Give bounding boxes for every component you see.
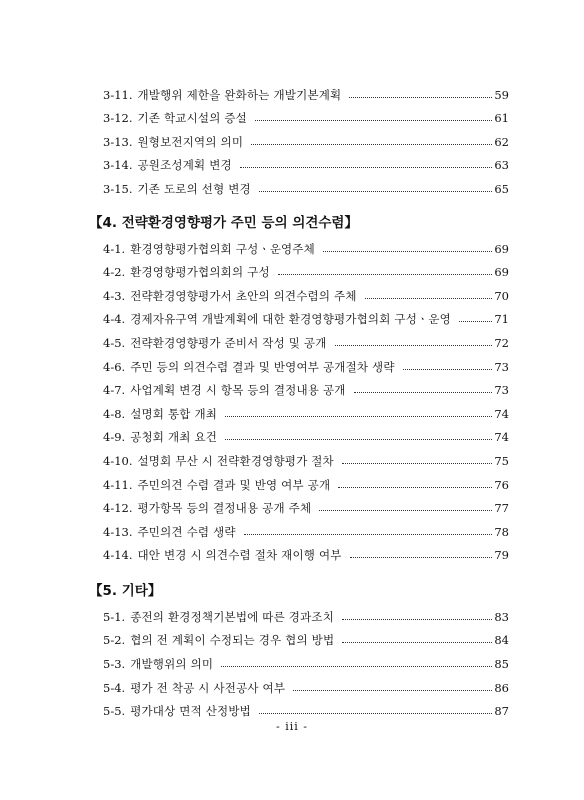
entry-page-number: 77 [494,501,509,516]
toc-entry[interactable] [103,421,509,445]
dot-leader [342,618,492,620]
toc-entry[interactable] [103,671,509,695]
entry-page-number: 87 [494,704,509,719]
entry-page-number: 65 [494,181,509,196]
entry-number: 3-13. [103,134,133,149]
entry-title: 기존 학교시설의 증설 [137,111,247,126]
entry-page-number: 73 [494,383,509,398]
entry-page-number: 69 [494,241,509,256]
toc-entry[interactable] [103,397,509,421]
entry-number: 4-6. [103,359,126,374]
entry-number: 3-15. [103,181,133,196]
entry-page-number: 72 [494,335,509,350]
dot-leader [255,119,492,121]
toc-entry[interactable] [103,492,509,516]
table-of-contents [89,78,509,719]
entry-number: 4-2. [103,265,126,280]
toc-entry[interactable] [103,539,509,563]
entry-number: 4-14. [103,548,133,563]
entry-title: 공청회 개최 요건 [130,430,218,445]
entry-title: 전략환경영향평가 준비서 작성 및 공개 [130,335,327,350]
entry-number: 3-11. [103,87,133,102]
entry-number: 4-10. [103,453,133,468]
section-heading-text: 4. 전략환경영향평가 주민 등의 의견수렴 [102,214,345,231]
entry-number: 4-3. [103,288,126,303]
entry-title: 경제자유구역 개발계획에 대한 환경영향평가협의회 구성ㆍ운영 [130,312,451,327]
entry-page-number: 69 [494,265,509,280]
toc-entry[interactable] [103,326,509,350]
entry-number: 4-8. [103,406,126,421]
entry-page-number: 59 [494,87,509,102]
toc-entry[interactable] [103,468,509,492]
entry-title: 환경영향평가협의회 구성ㆍ운영주체 [130,241,315,256]
entry-title: 설명회 무산 시 전략환경영향평가 절차 [137,453,334,468]
entry-page-number: 85 [494,657,509,672]
entry-page-number: 63 [494,158,509,173]
heading-close-bracket: 】 [147,583,162,600]
entry-number: 5-3. [103,657,126,672]
dot-leader [221,665,492,667]
dot-leader [259,712,492,714]
dot-leader [278,273,493,275]
entry-title: 평가대상 면적 산정방법 [130,704,251,719]
section-heading [89,204,509,232]
entry-page-number: 76 [494,477,509,492]
toc-entry[interactable] [103,279,509,303]
dot-leader [335,344,493,346]
entry-number: 4-5. [103,335,126,350]
entry-title: 환경영향평가협의회의 구성 [130,265,270,280]
toc-entry[interactable] [103,232,509,256]
entry-title: 주민의견 수렴 결과 및 반영 여부 공개 [137,477,331,492]
entry-title: 개발행위 제한을 완화하는 개발기본계획 [137,87,342,102]
dot-leader [349,96,492,98]
entry-title: 평가항목 등의 결정내용 공개 주체 [137,501,312,516]
entry-page-number: 75 [494,453,509,468]
entry-number: 5-5. [103,704,126,719]
entry-title: 전략환경영향평가서 초안의 의견수렴의 주체 [130,288,357,303]
dot-leader [319,509,492,511]
toc-entry[interactable] [103,172,509,196]
dot-leader [225,438,492,440]
dot-leader [323,250,492,252]
entry-title: 평가 전 착공 시 사전공사 여부 [130,680,286,695]
dot-leader [293,689,492,691]
entry-number: 4-12. [103,501,133,516]
toc-entry[interactable] [103,444,509,468]
dot-leader [244,533,493,535]
heading-open-bracket: 【 [89,214,103,231]
entry-title: 종전의 환경정책기본법에 따른 경과조치 [130,609,335,624]
toc-entry[interactable] [103,374,509,398]
entry-title: 협의 전 계획이 수정되는 경우 협의 방법 [130,633,335,648]
dot-leader [225,415,492,417]
toc-entry[interactable] [103,600,509,624]
toc-entry[interactable] [103,125,509,149]
entry-number: 3-12. [103,111,133,126]
dot-leader [342,641,492,643]
entry-page-number: 78 [494,524,509,539]
entry-title: 사업계획 변경 시 항목 등의 결정내용 공개 [130,383,346,398]
entry-title: 개발행위의 의미 [130,657,214,672]
toc-entry[interactable] [103,78,509,102]
entry-page-number: 84 [494,633,509,648]
toc-entry[interactable] [103,303,509,327]
toc-entry[interactable] [103,256,509,280]
dot-leader [338,486,492,488]
entry-number: 4-13. [103,524,133,539]
entry-number: 4-1. [103,241,126,256]
entry-title: 주민의견 수렴 생략 [137,524,236,539]
toc-entry[interactable] [103,647,509,671]
section-heading-text: 5. 기타 [102,583,148,600]
toc-entry[interactable] [103,350,509,374]
entry-page-number: 83 [494,609,509,624]
dot-leader [403,368,493,370]
entry-title: 공원조성계획 변경 [137,158,232,173]
toc-entry[interactable] [103,149,509,173]
entry-number: 5-1. [103,609,126,624]
entry-page-number: 74 [494,406,509,421]
entry-number: 4-7. [103,383,126,398]
section-heading [89,572,509,600]
dot-leader [365,297,493,299]
entry-page-number: 74 [494,430,509,445]
toc-entry[interactable] [103,515,509,539]
entry-title: 기존 도로의 선형 변경 [137,181,251,196]
entry-page-number: 71 [494,312,509,327]
entry-title: 주민 등의 의견수렴 결과 및 반영여부 공개절차 생략 [130,359,395,374]
entry-page-number: 79 [494,548,509,563]
entry-page-number: 62 [494,134,509,149]
dot-leader [342,462,492,464]
heading-close-bracket: 】 [344,214,358,231]
dot-leader [459,320,492,322]
dot-leader [240,166,493,168]
toc-entry[interactable] [103,695,509,719]
entry-page-number: 73 [494,359,509,374]
entry-page-number: 61 [494,111,509,126]
entry-number: 4-11. [103,477,133,492]
entry-title: 설명회 통합 개최 [130,406,218,421]
entry-number: 4-4. [103,312,126,327]
entry-number: 4-9. [103,430,126,445]
entry-number: 5-2. [103,633,126,648]
entry-title: 원형보전지역의 의미 [137,134,244,149]
entry-page-number: 70 [494,288,509,303]
entry-number: 5-4. [103,680,126,695]
toc-entry[interactable] [103,102,509,126]
entry-number: 3-14. [103,158,133,173]
toc-entry[interactable] [103,624,509,648]
dot-leader [354,391,493,393]
entry-title: 대안 변경 시 의견수렴 절차 재이행 여부 [137,548,342,563]
dot-leader [251,143,492,145]
page-number-footer: - iii - [276,720,308,733]
heading-open-bracket: 【 [89,583,103,600]
dot-leader [259,190,493,192]
dot-leader [350,556,493,558]
entry-page-number: 86 [494,680,509,695]
